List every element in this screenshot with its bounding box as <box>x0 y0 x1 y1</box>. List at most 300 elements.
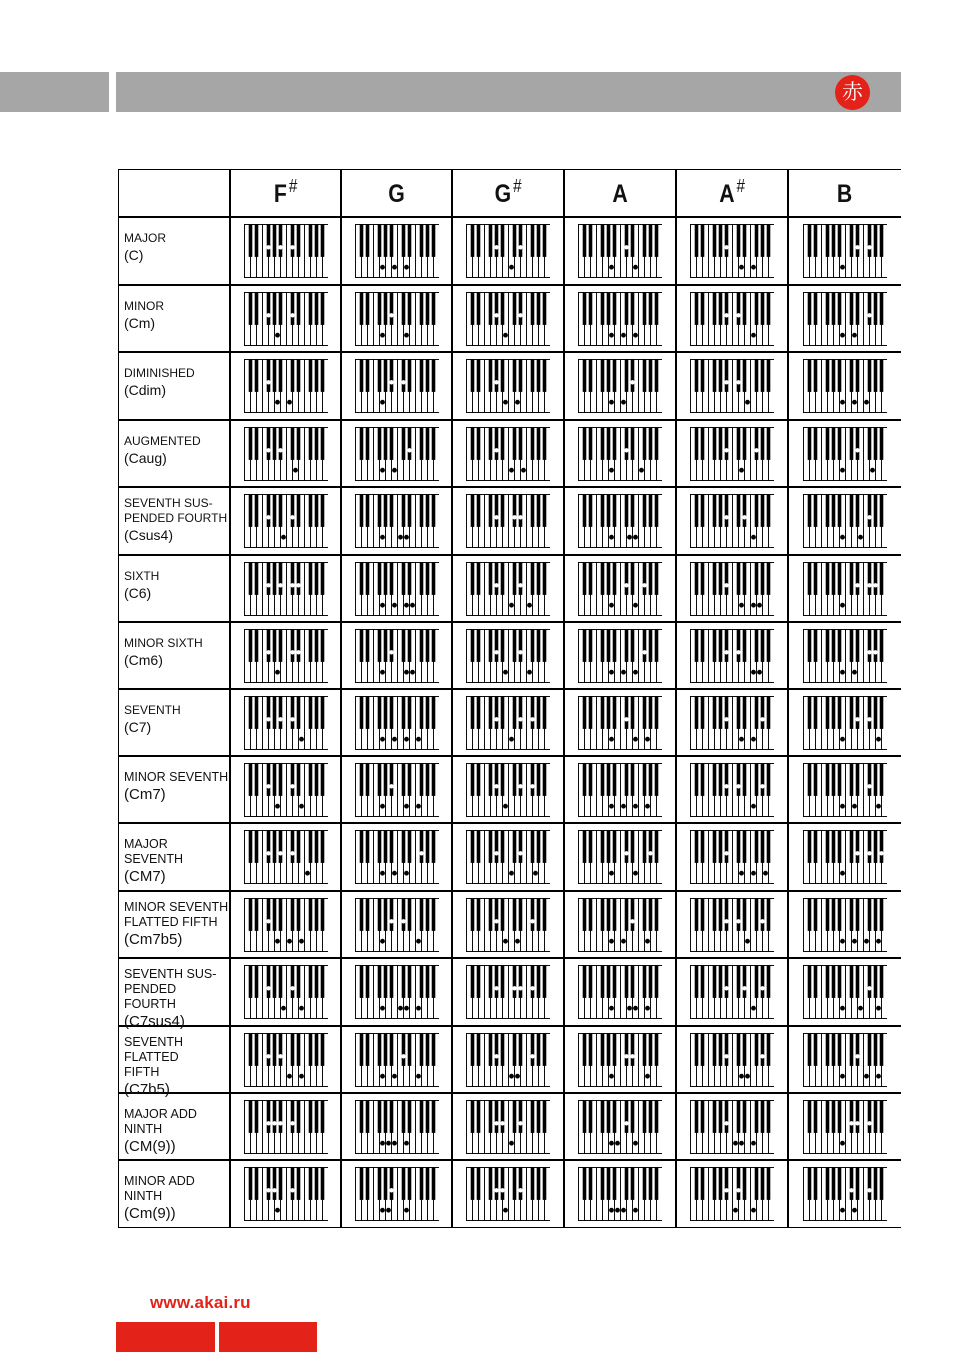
black-key <box>743 898 747 930</box>
black-key <box>807 292 811 324</box>
chord-note-dot <box>840 669 845 674</box>
chord-note-dot <box>272 1121 276 1125</box>
chord-note-dot <box>494 986 498 990</box>
black-key <box>296 292 300 324</box>
black-key <box>407 696 411 728</box>
chord-note-dot <box>840 938 845 943</box>
black-key <box>543 966 547 998</box>
keyboard-diagram <box>803 965 887 1019</box>
black-key <box>701 562 705 594</box>
black-key <box>849 1100 853 1132</box>
chord-note-dot <box>609 1006 614 1011</box>
black-key <box>308 1168 312 1200</box>
black-key <box>613 427 617 459</box>
black-key <box>248 966 252 998</box>
black-key <box>308 1100 312 1132</box>
black-key <box>495 629 499 661</box>
black-key <box>513 763 517 795</box>
black-key <box>477 831 481 863</box>
black-key <box>513 831 517 863</box>
black-key <box>471 1100 475 1132</box>
chord-note-dot <box>724 1054 728 1058</box>
black-key <box>713 696 717 728</box>
black-key <box>519 629 523 661</box>
chord-note-dot <box>404 265 409 270</box>
black-key <box>701 696 705 728</box>
black-key <box>383 427 387 459</box>
black-key <box>495 966 499 998</box>
black-key <box>501 360 505 392</box>
black-key <box>643 562 647 594</box>
black-key <box>477 1100 481 1132</box>
black-key <box>879 1168 883 1200</box>
black-key <box>531 225 535 257</box>
chord-note-dot <box>852 938 857 943</box>
black-key <box>389 966 393 998</box>
black-key <box>296 629 300 661</box>
black-key <box>266 427 270 459</box>
black-key <box>389 1033 393 1065</box>
black-key <box>419 360 423 392</box>
chord-note-dot <box>751 332 756 337</box>
keyboard-diagram <box>803 629 887 683</box>
chord-type-name: MAJOR SEVENTH <box>124 837 184 866</box>
black-key <box>589 292 593 324</box>
chord-keyboard <box>578 1100 662 1154</box>
black-key <box>607 292 611 324</box>
black-key <box>625 898 629 930</box>
chord-note-dot <box>852 803 857 808</box>
black-key <box>419 831 423 863</box>
chord-note-dot <box>290 986 294 990</box>
chord-keyboard <box>690 629 774 683</box>
black-key <box>755 292 759 324</box>
keyboard-diagram <box>578 562 662 616</box>
black-key <box>489 1100 493 1132</box>
black-key <box>359 225 363 257</box>
chord-keyboard <box>466 965 550 1019</box>
black-key <box>589 495 593 527</box>
chord-note-dot <box>751 535 756 540</box>
chord-note-dot <box>404 669 409 674</box>
black-key <box>607 360 611 392</box>
black-key <box>695 360 699 392</box>
chord-note-dot <box>266 851 270 855</box>
black-key <box>377 763 381 795</box>
black-key <box>719 1168 723 1200</box>
black-key <box>290 427 294 459</box>
chord-keyboard <box>466 292 550 346</box>
chord-note-dot <box>299 938 304 943</box>
chord-note-dot <box>281 535 286 540</box>
black-key <box>431 1168 435 1200</box>
chord-note-dot <box>745 938 750 943</box>
chord-keyboard <box>355 427 439 481</box>
chord-note-dot <box>840 602 845 607</box>
black-key <box>737 831 741 863</box>
black-key <box>296 966 300 998</box>
black-key <box>308 495 312 527</box>
black-key <box>601 696 605 728</box>
black-key <box>320 427 324 459</box>
black-key <box>719 427 723 459</box>
chord-note-dot <box>494 583 498 587</box>
black-key <box>725 495 729 527</box>
black-key <box>278 696 282 728</box>
black-key <box>837 1033 841 1065</box>
grid-row-line <box>118 1159 901 1161</box>
chord-keyboard <box>578 898 662 952</box>
keyboard-diagram <box>578 359 662 413</box>
chord-note-dot <box>380 467 385 472</box>
black-key <box>489 292 493 324</box>
black-key <box>531 763 535 795</box>
keyboard-diagram <box>466 427 550 481</box>
black-key <box>407 427 411 459</box>
black-key <box>755 225 759 257</box>
chord-keyboard <box>690 494 774 548</box>
black-key <box>495 562 499 594</box>
keyboard-diagram <box>690 629 774 683</box>
black-key <box>601 495 605 527</box>
black-key <box>389 831 393 863</box>
keyboard-diagram <box>244 562 328 616</box>
black-key <box>719 292 723 324</box>
black-key <box>755 1100 759 1132</box>
black-key <box>290 292 294 324</box>
black-key <box>655 225 659 257</box>
black-key <box>755 360 759 392</box>
chord-note-dot <box>855 583 859 587</box>
black-key <box>401 831 405 863</box>
chord-symbol: (Cm7) <box>124 786 166 803</box>
chord-note-dot <box>609 871 614 876</box>
chord-keyboard <box>578 629 662 683</box>
black-key <box>743 629 747 661</box>
black-key <box>761 292 765 324</box>
black-key <box>837 696 841 728</box>
chord-keyboard <box>244 562 328 616</box>
chord-note-dot <box>867 1188 871 1192</box>
black-key <box>365 495 369 527</box>
black-key <box>401 360 405 392</box>
black-key <box>873 696 877 728</box>
black-key <box>873 360 877 392</box>
chord-type-name: SEVENTH <box>124 703 181 717</box>
black-key <box>401 1100 405 1132</box>
chord-type-name: SEVENTH FLATTED <box>124 1035 184 1064</box>
black-key <box>425 225 429 257</box>
black-key <box>254 1100 258 1132</box>
keyboard-diagram <box>244 1167 328 1221</box>
chord-note-dot <box>621 400 626 405</box>
chord-note-dot <box>530 986 534 990</box>
black-key <box>513 696 517 728</box>
black-key <box>737 1033 741 1065</box>
chord-note-dot <box>380 1208 385 1213</box>
black-key <box>879 360 883 392</box>
black-key <box>813 495 817 527</box>
black-key <box>743 360 747 392</box>
black-key <box>873 1100 877 1132</box>
black-key <box>583 763 587 795</box>
black-key <box>655 629 659 661</box>
black-key <box>531 1168 535 1200</box>
black-key <box>314 696 318 728</box>
chord-note-dot <box>840 871 845 876</box>
brand-logo-icon <box>835 75 870 110</box>
black-key <box>713 360 717 392</box>
keyboard-diagram <box>690 224 774 278</box>
chord-keyboard <box>466 830 550 884</box>
black-key <box>383 831 387 863</box>
black-key <box>537 1033 541 1065</box>
chord-note-dot <box>742 986 746 990</box>
black-key <box>419 763 423 795</box>
chord-note-dot <box>840 332 845 337</box>
chord-note-dot <box>876 736 881 741</box>
chord-note-dot <box>724 515 728 519</box>
chord-note-dot <box>380 669 385 674</box>
chord-note-dot <box>867 986 871 990</box>
black-key <box>296 562 300 594</box>
black-key <box>278 427 282 459</box>
chord-keyboard <box>803 224 887 278</box>
chord-note-dot <box>389 1188 393 1192</box>
black-key <box>383 696 387 728</box>
chord-note-dot <box>733 1140 738 1145</box>
chord-type-name: MINOR ADD NINTH <box>124 1174 195 1203</box>
chord-note-dot <box>879 851 883 855</box>
black-key <box>655 696 659 728</box>
black-key <box>755 966 759 998</box>
keyboard-diagram <box>690 898 774 952</box>
chord-note-dot <box>609 1140 614 1145</box>
black-key <box>477 629 481 661</box>
black-key <box>867 360 871 392</box>
black-key <box>254 629 258 661</box>
grid-column-line <box>563 169 565 1228</box>
chord-note-dot <box>849 1121 853 1125</box>
black-key <box>879 427 883 459</box>
chord-note-dot <box>876 1073 881 1078</box>
chord-note-dot <box>380 736 385 741</box>
black-key <box>737 292 741 324</box>
black-key <box>813 629 817 661</box>
black-key <box>831 1100 835 1132</box>
black-key <box>855 1168 859 1200</box>
footer-url[interactable]: www.akai.ru <box>150 1293 251 1312</box>
black-key <box>248 360 252 392</box>
keyboard-diagram <box>466 898 550 952</box>
black-key <box>737 360 741 392</box>
chord-note-dot <box>401 1054 405 1058</box>
black-key <box>501 898 505 930</box>
black-key <box>849 763 853 795</box>
black-key <box>519 831 523 863</box>
chord-note-dot <box>873 650 877 654</box>
black-key <box>543 1168 547 1200</box>
black-key <box>625 831 629 863</box>
black-key <box>831 629 835 661</box>
black-key <box>631 966 635 998</box>
chord-type-label <box>124 703 229 735</box>
black-key <box>501 427 505 459</box>
chord-note-dot <box>739 467 744 472</box>
black-key <box>761 225 765 257</box>
black-key <box>695 629 699 661</box>
chord-note-dot <box>639 467 644 472</box>
black-key <box>377 696 381 728</box>
black-key <box>719 360 723 392</box>
root-note-header <box>460 172 555 216</box>
black-key <box>725 1168 729 1200</box>
chord-note-dot <box>503 400 508 405</box>
chord-note-dot <box>867 245 871 249</box>
chord-note-dot <box>633 265 638 270</box>
black-key <box>643 292 647 324</box>
black-key <box>813 898 817 930</box>
black-key <box>471 629 475 661</box>
black-key <box>272 225 276 257</box>
chord-note-dot <box>736 380 740 384</box>
black-key <box>425 360 429 392</box>
black-key <box>583 629 587 661</box>
black-key <box>855 1033 859 1065</box>
black-key <box>278 1100 282 1132</box>
black-key <box>543 427 547 459</box>
chord-note-dot <box>751 736 756 741</box>
black-key <box>813 1168 817 1200</box>
chord-note-dot <box>621 803 626 808</box>
chord-note-dot <box>609 535 614 540</box>
black-key <box>320 1168 324 1200</box>
chord-keyboard <box>466 427 550 481</box>
grid-column-line <box>340 169 342 1228</box>
chord-note-dot <box>736 1188 740 1192</box>
chord-type-label <box>124 837 229 884</box>
black-key <box>389 1168 393 1200</box>
black-key <box>831 1168 835 1200</box>
black-key <box>825 898 829 930</box>
chord-note-dot <box>281 1006 286 1011</box>
black-key <box>643 696 647 728</box>
black-key <box>248 1100 252 1132</box>
black-key <box>713 763 717 795</box>
black-key <box>725 562 729 594</box>
black-key <box>377 292 381 324</box>
black-key <box>314 1100 318 1132</box>
chord-note-dot <box>760 986 764 990</box>
black-key <box>401 696 405 728</box>
black-key <box>296 225 300 257</box>
black-key <box>489 225 493 257</box>
chord-note-dot <box>840 1208 845 1213</box>
chord-note-dot <box>266 380 270 384</box>
black-key <box>867 831 871 863</box>
black-key <box>701 629 705 661</box>
black-key <box>296 1033 300 1065</box>
black-key <box>855 898 859 930</box>
keyboard-diagram <box>466 494 550 548</box>
black-key <box>254 427 258 459</box>
chord-keyboard <box>355 292 439 346</box>
black-key <box>867 562 871 594</box>
black-key <box>601 292 605 324</box>
black-key <box>825 831 829 863</box>
black-key <box>531 360 535 392</box>
chord-note-dot <box>739 265 744 270</box>
chord-note-dot <box>876 1006 881 1011</box>
black-key <box>296 495 300 527</box>
chord-keyboard <box>803 898 887 952</box>
black-key <box>543 1100 547 1132</box>
black-key <box>825 1100 829 1132</box>
chord-note-dot <box>852 400 857 405</box>
black-key <box>625 763 629 795</box>
black-key <box>537 696 541 728</box>
chord-type-name: SEVENTH SUS- <box>124 967 217 981</box>
black-key <box>290 831 294 863</box>
black-key <box>613 966 617 998</box>
black-key <box>725 1100 729 1132</box>
black-key <box>613 1100 617 1132</box>
black-key <box>308 292 312 324</box>
black-key <box>272 495 276 527</box>
black-key <box>543 225 547 257</box>
black-key <box>855 696 859 728</box>
chord-symbol: (C7b5) <box>124 1081 170 1098</box>
black-key <box>519 1033 523 1065</box>
black-key <box>389 696 393 728</box>
black-key <box>254 225 258 257</box>
black-key <box>643 763 647 795</box>
chord-keyboard <box>690 965 774 1019</box>
black-key <box>743 495 747 527</box>
black-key <box>278 1033 282 1065</box>
black-key <box>377 1033 381 1065</box>
black-key <box>477 966 481 998</box>
black-key <box>401 1033 405 1065</box>
black-key <box>320 763 324 795</box>
black-key <box>761 629 765 661</box>
chord-note-dot <box>754 448 758 452</box>
keyboard-diagram <box>803 359 887 413</box>
chord-note-dot <box>624 717 628 721</box>
black-key <box>537 1168 541 1200</box>
grid-row-line <box>118 351 901 353</box>
black-key <box>873 831 877 863</box>
black-key <box>873 629 877 661</box>
chord-symbol: (C6) <box>124 585 152 601</box>
black-key <box>471 495 475 527</box>
black-key <box>389 562 393 594</box>
black-key <box>471 831 475 863</box>
black-key <box>389 225 393 257</box>
black-key <box>495 696 499 728</box>
black-key <box>477 427 481 459</box>
chord-note-dot <box>410 602 415 607</box>
black-key <box>825 629 829 661</box>
keyboard-diagram <box>690 562 774 616</box>
black-key <box>365 898 369 930</box>
black-key <box>308 225 312 257</box>
chord-note-dot <box>645 736 650 741</box>
chord-note-dot <box>533 871 538 876</box>
chord-note-dot <box>290 851 294 855</box>
chord-type-name: AUGMENTED <box>124 434 201 448</box>
black-key <box>601 966 605 998</box>
